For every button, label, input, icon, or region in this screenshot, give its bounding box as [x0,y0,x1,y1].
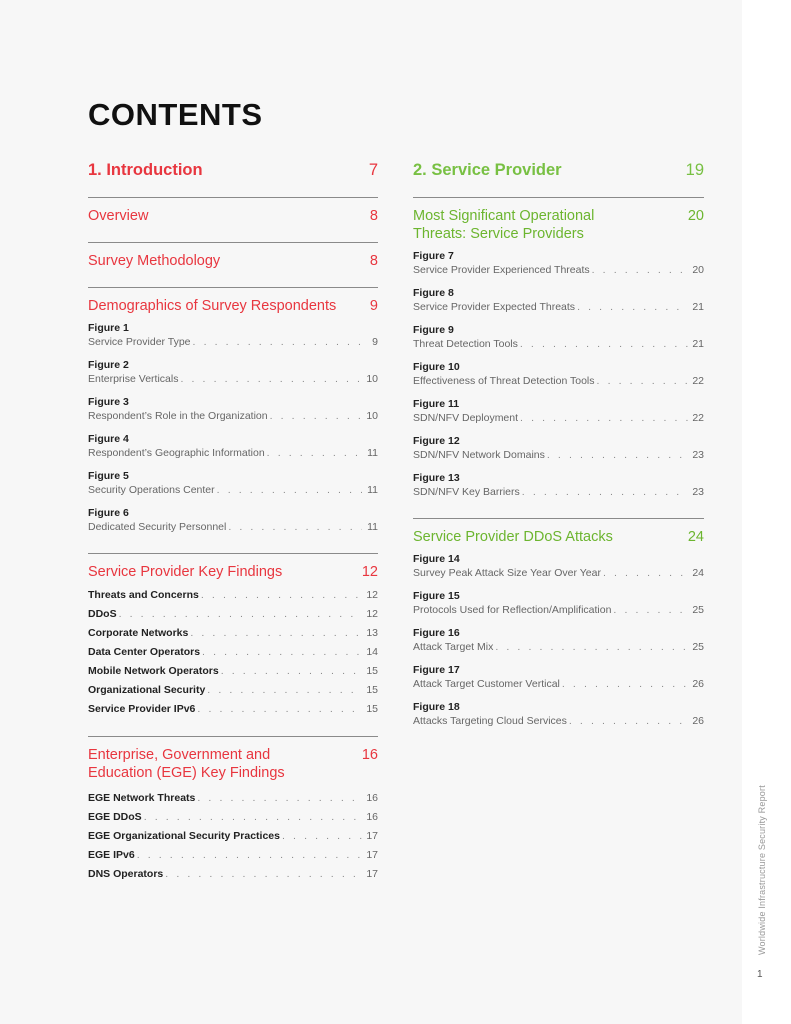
figure-label: Figure 16 [413,627,460,639]
item-title: Service Provider IPv6 [88,703,196,715]
page-title: CONTENTS [88,97,263,132]
figure-line [413,263,704,278]
toc-figure-entry[interactable] [413,471,704,500]
dot-leader [560,677,688,692]
dot-leader [195,700,362,719]
figure-page: 24 [692,567,704,579]
dot-leader [268,409,362,424]
figure-page: 20 [692,264,704,276]
toc-figure-entry[interactable] [413,249,704,278]
chapter-title: 1. Introduction [88,161,203,179]
dot-leader [117,605,362,624]
item-title: Mobile Network Operators [88,665,219,677]
item-page: 14 [366,646,378,658]
figure-label: Figure 4 [88,433,129,445]
figure-page: 22 [692,412,704,424]
toc-figure-entry[interactable] [413,626,704,655]
section-demographics[interactable] [88,297,378,315]
figure-line [413,677,704,692]
chapter-introduction[interactable] [88,161,378,185]
figure-page: 11 [367,521,378,533]
section-page: 8 [369,208,378,224]
toc-figure-entry[interactable] [88,358,378,387]
chapter-page: 7 [368,161,378,179]
chapter-page: 19 [685,161,704,179]
figure-label: Figure 8 [413,287,454,299]
toc-figure-entry[interactable] [413,323,704,352]
item-page: 16 [366,811,378,823]
toc-figure-entry[interactable] [413,700,704,729]
section-operational-threats[interactable] [413,207,704,243]
item-title: Threats and Concerns [88,589,199,601]
figure-label: Figure 10 [413,361,460,373]
dot-leader [611,603,688,618]
figure-page: 26 [692,715,704,727]
figure-line [413,411,704,426]
section-page: 16 [361,747,378,763]
figure-title: Dedicated Security Personnel [88,521,227,533]
figure-title: Enterprise Verticals [88,373,179,385]
dot-leader [191,335,362,350]
item-page: 15 [366,684,378,696]
toc-item[interactable] [88,643,378,662]
page-number: 1 [757,969,763,980]
item-title: EGE IPv6 [88,849,135,861]
section-title: Demographics of Survey Respondents [88,298,337,314]
item-page: 13 [366,627,378,639]
item-page: 15 [366,665,378,677]
toc-figure-entry[interactable] [88,321,378,350]
item-title: DDoS [88,608,117,620]
dot-leader [226,520,362,535]
figure-title: Threat Detection Tools [413,338,518,350]
figure-title: Service Provider Type [88,336,191,348]
item-title: Data Center Operators [88,646,201,658]
section-survey-methodology[interactable] [88,252,378,270]
dot-leader [595,374,688,389]
toc-item[interactable] [88,827,378,846]
item-page: 17 [366,868,378,880]
figure-label: Figure 3 [88,396,129,408]
chapter-title: 2. Service Provider [413,161,562,179]
figure-label: Figure 14 [413,553,460,565]
figure-label: Figure 6 [88,507,129,519]
toc-figure-entry[interactable] [413,360,704,389]
figure-title: Attack Target Mix [413,641,494,653]
figure-page: 25 [692,641,704,653]
figure-line [88,483,378,498]
figure-label: Figure 11 [413,398,460,410]
section-ege-key-findings[interactable] [88,746,378,782]
dot-leader [188,624,362,643]
figure-line [413,337,704,352]
section-title: Service Provider Key Findings [88,564,283,580]
section-title: Overview [88,208,149,224]
section-title: Survey Methodology [88,253,221,269]
toc-figure-entry[interactable] [88,469,378,498]
dot-leader [493,640,688,655]
item-title: DNS Operators [88,868,164,880]
section-page: 20 [687,208,704,224]
section-sp-ddos-attacks[interactable] [413,528,704,546]
dot-leader [265,446,362,461]
dot-leader [199,586,362,605]
figure-title: Security Operations Center [88,484,215,496]
item-page: 12 [366,608,378,620]
item-page: 16 [366,792,378,804]
toc-item[interactable] [88,846,378,865]
figure-page: 9 [372,336,378,348]
figure-title: Service Provider Expected Threats [413,301,576,313]
figure-title: Attacks Targeting Cloud Services [413,715,567,727]
dot-leader [200,643,362,662]
dot-leader [545,448,688,463]
figure-title: Respondent’s Role in the Organization [88,410,268,422]
figure-page: 23 [692,486,704,498]
figure-page: 10 [366,373,378,385]
figure-page: 10 [366,410,378,422]
figure-line [88,446,378,461]
figure-label: Figure 13 [413,472,460,484]
dot-leader [215,483,362,498]
toc-item[interactable] [88,865,378,884]
section-page: 12 [361,564,378,580]
figure-title: Service Provider Experienced Threats [413,264,590,276]
dot-leader [590,263,688,278]
figure-page: 11 [367,484,378,496]
figure-line [413,640,704,655]
toc-item[interactable] [88,662,378,681]
divider [88,736,378,737]
toc-figure-entry[interactable] [413,589,704,618]
figure-label: Figure 18 [413,701,460,713]
dot-leader [575,300,688,315]
item-title: EGE Organizational Security Practices [88,830,280,842]
figure-page: 22 [692,375,704,387]
divider [88,287,378,288]
dot-leader [520,485,688,500]
divider [88,197,378,198]
toc-item[interactable] [88,586,378,605]
dot-leader [567,714,688,729]
figure-title: Survey Peak Attack Size Year Over Year [413,567,601,579]
item-page: 15 [366,703,378,715]
dot-leader [219,662,362,681]
figure-line [413,300,704,315]
figure-title: SDN/NFV Key Barriers [413,486,520,498]
divider [413,518,704,519]
section-page: 24 [687,529,704,545]
dot-leader [601,566,688,581]
section-title: Enterprise, Government and Education (EGE) Key Findings [88,747,285,781]
dot-leader [142,808,362,827]
figure-page: 11 [367,447,378,459]
section-title: Most Significant Operational Threats: Service Providers [413,208,595,242]
dot-leader [205,681,362,700]
item-page: 12 [366,589,378,601]
figure-page: 26 [692,678,704,690]
figure-line [413,448,704,463]
dot-leader [178,372,362,387]
chapter-service-provider[interactable] [413,161,704,185]
section-page: 8 [369,253,378,269]
figure-line [88,409,378,424]
sp-findings-list [88,586,378,719]
toc-figure-entry[interactable] [413,397,704,426]
figure-label: Figure 2 [88,359,129,371]
figure-label: Figure 15 [413,590,460,602]
dot-leader [518,411,688,426]
toc-figure-entry[interactable] [413,286,704,315]
toc-figure-entry[interactable] [413,434,704,463]
divider [88,553,378,554]
toc-item[interactable] [88,789,378,808]
figure-label: Figure 12 [413,435,460,447]
item-page: 17 [366,849,378,861]
item-title: Corporate Networks [88,627,189,639]
toc-column-right [413,161,704,729]
dot-leader [280,827,362,846]
divider [88,242,378,243]
figure-label: Figure 17 [413,664,460,676]
dot-leader [518,337,688,352]
figure-line [88,335,378,350]
dot-leader [163,865,362,884]
section-overview[interactable] [88,207,378,225]
toc-figure-entry[interactable] [88,395,378,424]
toc-figure-entry[interactable] [413,663,704,692]
toc-item[interactable] [88,808,378,827]
figure-line [413,566,704,581]
section-page: 9 [369,298,378,314]
figure-line [88,520,378,535]
toc-item[interactable] [88,700,378,719]
toc-figure-entry[interactable] [413,552,704,581]
item-title: EGE Network Threats [88,792,196,804]
section-sp-key-findings[interactable] [88,563,378,581]
figure-title: SDN/NFV Deployment [413,412,519,424]
figure-line [413,485,704,500]
item-title: Organizational Security [88,684,206,696]
figure-label: Figure 7 [413,250,454,262]
toc-figure-entry[interactable] [88,506,378,535]
figure-page: 21 [692,338,704,350]
figure-title: Respondent’s Geographic Information [88,447,265,459]
figure-page: 25 [692,604,704,616]
figure-line [413,374,704,389]
figure-label: Figure 5 [88,470,129,482]
figure-label: Figure 9 [413,324,454,336]
toc-item[interactable] [88,624,378,643]
figure-line [413,603,704,618]
section-title: Service Provider DDoS Attacks [413,529,613,545]
figure-title: Protocols Used for Reflection/Amplification [413,604,612,616]
toc-item[interactable] [88,681,378,700]
toc-figure-entry[interactable] [88,432,378,461]
figure-title: SDN/NFV Network Domains [413,449,545,461]
item-page: 17 [366,830,378,842]
toc-column-left [88,161,378,884]
dot-leader [135,846,362,865]
ege-findings-list [88,789,378,884]
toc-item[interactable] [88,605,378,624]
dot-leader [195,789,362,808]
divider [413,197,704,198]
figure-page: 23 [692,449,704,461]
figure-line [88,372,378,387]
figure-title: Effectiveness of Threat Detection Tools [413,375,595,387]
figure-line [413,714,704,729]
figure-page: 21 [692,301,704,313]
figure-label: Figure 1 [88,322,129,334]
item-title: EGE DDoS [88,811,142,823]
figure-title: Attack Target Customer Vertical [413,678,560,690]
report-title-vertical: Worldwide Infrastructure Security Report [757,785,767,955]
